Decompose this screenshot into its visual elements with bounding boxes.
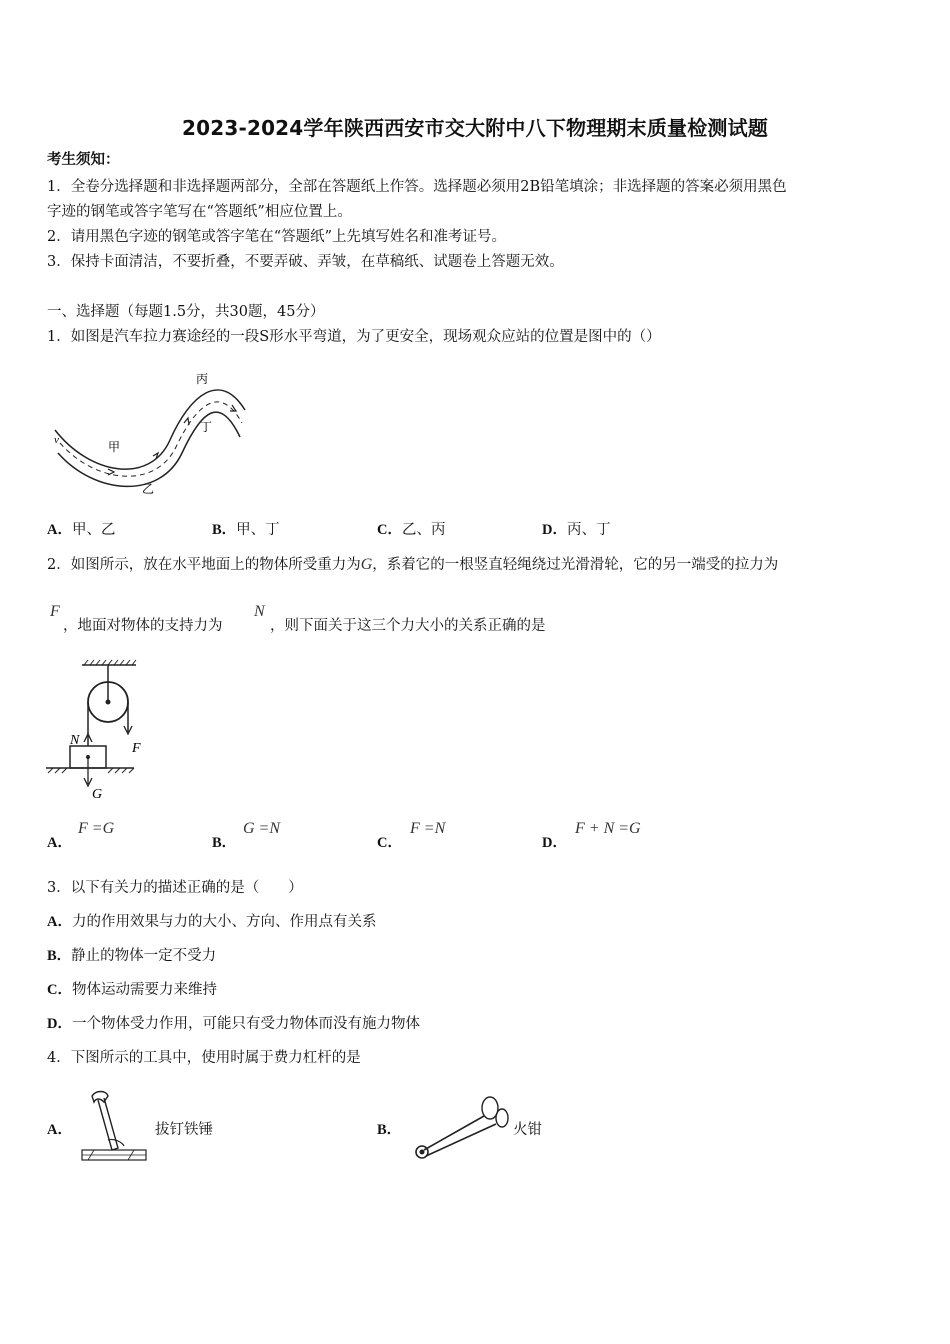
q4-option-b-label: 火钳 (513, 1122, 542, 1138)
option-text: 丙、丁 (566, 522, 611, 538)
label-f: F (132, 741, 141, 756)
option-letter: D． (542, 835, 567, 851)
notice-heading: 考生须知： (47, 151, 120, 168)
q3-option-b[interactable] (47, 946, 216, 966)
symbol-f: F (50, 603, 60, 620)
option-letter: B． (47, 948, 72, 964)
option-letter: B． (212, 835, 237, 851)
label-bing: 丙 (196, 372, 209, 386)
option-letter: A． (47, 914, 72, 930)
option-expr: F =G (78, 820, 115, 837)
label-n: N (70, 733, 80, 748)
option-text: 一个物体受力作用，可能只有受力物体而没有施力物体 (71, 1016, 420, 1032)
symbol-g: G (360, 556, 373, 573)
section-heading: 一、选择题（每题1.5分，共30题，45分） (47, 304, 325, 320)
page-title: 2023-2024学年陕西西安市交大附中八下物理期末质量检测试题 (181, 116, 769, 140)
option-text: 静止的物体一定不受力 (71, 948, 217, 964)
option-letter: A． (47, 835, 72, 851)
q1-option-c[interactable] (377, 520, 445, 540)
q1-option-a[interactable] (47, 520, 115, 540)
label-ding: 丁 (200, 420, 213, 434)
q3-stem: 3．以下有关力的描述正确的是（ ） (47, 880, 303, 896)
option-letter: A． (47, 1122, 72, 1138)
q2-stem-part3: ，地面对物体的支持力为 (63, 618, 223, 634)
q4-option-b[interactable] (377, 1120, 401, 1140)
q2-stem-part1: 2．如图所示，放在水平地面上的物体所受重力为 (47, 557, 361, 573)
claw-hammer-icon (78, 1088, 148, 1168)
option-letter: C． (377, 835, 402, 851)
q2-stem-line1 (47, 555, 778, 575)
option-text: 甲、乙 (71, 522, 116, 538)
q3-option-c[interactable] (47, 980, 217, 1000)
option-letter: A． (47, 522, 72, 538)
q3-option-a[interactable] (47, 912, 376, 932)
option-text: 甲、丁 (236, 522, 280, 538)
label-jia: 甲 (108, 440, 121, 454)
fire-tongs-icon (410, 1094, 510, 1164)
notice-item-1-cont: 字迹的钢笔或答字笔写在“答题纸”相应位置上。 (47, 204, 352, 220)
q1-stem: 1．如图是汽车拉力赛途经的一段S形水平弯道，为了更安全，现场观众应站的位置是图中的（） (47, 329, 661, 345)
label-g: G (92, 787, 103, 802)
option-letter: B． (377, 1122, 402, 1138)
q1-option-b[interactable] (212, 520, 280, 540)
option-text: 物体运动需要力来维持 (71, 982, 217, 998)
q4-stem: 4．下图所示的工具中，使用时属于费力杠杆的是 (47, 1050, 361, 1066)
option-expr: F + N =G (575, 820, 641, 837)
label-v: v (54, 434, 59, 446)
symbol-n: N (254, 603, 265, 620)
label-yi: 乙 (142, 482, 155, 496)
q4-option-a-label: 拔钉铁锤 (155, 1122, 213, 1138)
option-expr: G =N (243, 820, 281, 837)
q2-stem-part2: ，系着它的一根竖直轻绳绕过光滑滑轮，它的另一端受的拉力为 (372, 557, 779, 573)
arrow-icon (108, 469, 114, 475)
notice-item-3: 3．保持卡面清洁，不要折叠，不要弄破、弄皱，在草稿纸、试题卷上答题无效。 (47, 254, 564, 270)
q1-option-d[interactable] (542, 520, 610, 540)
option-letter: C． (377, 522, 402, 538)
arrow-icon (184, 418, 189, 425)
q2-pulley-figure (44, 660, 164, 805)
notice-item-2: 2．请用黑色字迹的钢笔或答字笔在“答题纸”上先填写姓名和准考证号。 (47, 229, 507, 245)
notice-item-1: 1．全卷分选择题和非选择题两部分，全部在答题纸上作答。选择题必须用2B铅笔填涂；非选择题的答案必须用黑色 (47, 179, 787, 195)
option-letter: B． (212, 522, 237, 538)
q4-option-a[interactable] (47, 1120, 72, 1140)
option-letter: C． (47, 982, 72, 998)
option-text: 力的作用效果与力的大小、方向、作用点有关系 (71, 914, 377, 930)
option-letter: D． (542, 522, 567, 538)
option-text: 乙、丙 (401, 522, 446, 538)
option-letter: D． (47, 1016, 72, 1032)
q3-option-d[interactable] (47, 1014, 420, 1034)
q2-stem-part4: ，则下面关于这三个力大小的关系正确的是 (270, 618, 546, 634)
option-expr: F =N (410, 820, 446, 837)
q1-s-curve-figure (50, 365, 250, 500)
